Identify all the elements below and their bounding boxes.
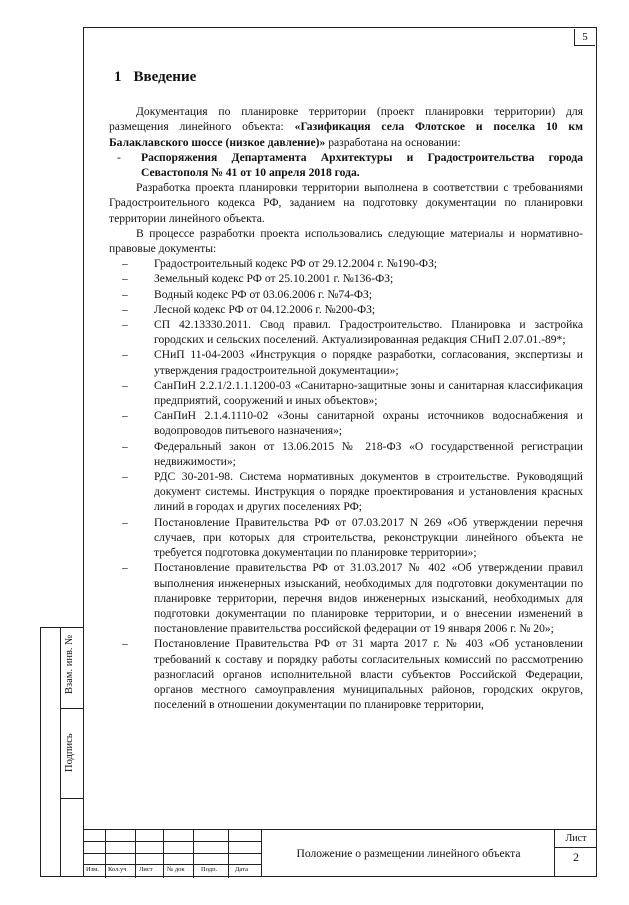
list-item <box>109 636 583 712</box>
object-name: «Газификация села Флотское и поселка 10 км Балаклавского шоссе (низкое давление)» <box>109 120 583 149</box>
section-number: 1 <box>114 69 122 85</box>
section-title: Введение <box>133 69 197 85</box>
list-item <box>109 271 583 286</box>
dash-marker: – <box>122 515 128 529</box>
list-item <box>109 317 583 347</box>
list-item-text: СанПиН 2.2.1/2.1.1.1200-03 «Санитарно-защитные зоны и санитарная классификация предприятий, сооружений и иных объектов»; <box>154 378 583 408</box>
list-item-text: СНиП 11-04-2003 «Инструкция о порядке разработки, согласования, экспертизы и утверждения градостроительной документации»; <box>154 348 583 377</box>
intro-paragraph <box>109 104 583 150</box>
list-item <box>109 347 583 377</box>
dash-marker: – <box>122 287 128 301</box>
tb-label-izm: Изм. <box>86 866 99 873</box>
document-body <box>109 62 583 712</box>
intro-text: Документация по планировке территории (проект планировки территории) для размещения линейного объекта: <box>109 105 583 134</box>
dash-marker: – <box>122 257 128 271</box>
dash-marker: – <box>122 409 128 423</box>
page-number: 5 <box>574 29 595 46</box>
document-title: Положение о размещении линейного объекта <box>261 830 555 876</box>
dash-marker: – <box>122 561 128 575</box>
podpis-label: Подпись <box>64 733 75 772</box>
tb-label-kolich: Кол.уч <box>108 866 127 873</box>
list-item <box>109 302 583 317</box>
tb-label-podp: Подп. <box>201 866 218 873</box>
sheet-cell <box>554 830 597 876</box>
list-item-text: Градостроительный кодекс РФ от 29.12.2004 г. №190-ФЗ; <box>154 257 438 271</box>
list-item <box>109 378 583 408</box>
intro-text-end: разработана на основании: <box>325 135 461 149</box>
list-item <box>109 439 583 469</box>
list-item-text: Земельный кодекс РФ от 25.10.2001 г. №136-ФЗ; <box>154 272 394 286</box>
list-item-text: Федеральный закон от 13.06.2015 № 218-ФЗ «О государственной регистрации недвижимости»; <box>154 439 583 468</box>
tb-label-list: Лист <box>139 866 153 873</box>
dash-marker: – <box>122 470 128 484</box>
list-item-text: СП 42.13330.2011. Свод правил. Градостроительство. Планировка и застройка городских и сельских поселений. Актуализированная редакция СНиП 2.07.01.-89*; <box>154 318 583 347</box>
dash-marker: – <box>122 302 128 316</box>
references-list <box>109 256 583 712</box>
paragraph-3: В процессе разработки проекта использовались следующие материалы и нормативно-правовые документы: <box>109 226 583 256</box>
vzam-inv-label: Взам. инв. № <box>64 634 75 694</box>
dash-marker: – <box>122 348 128 362</box>
dash-marker: – <box>122 272 128 286</box>
list-item-text: Постановление Правительства РФ от 31 марта 2017 г. № 403 «Об установлении требований к составу и порядку работы согласительных комиссий по рассмотрению разногласий органов исполнительной власти субъектов Российской Федерации, органов местного самоуправления муниципальных районов, городских округов, поселений в отношении документации по планировке территории, <box>154 637 583 712</box>
dash-marker: – <box>122 637 128 651</box>
title-block <box>83 829 597 877</box>
list-item <box>109 287 583 302</box>
dash-marker: – <box>122 378 128 392</box>
list-item <box>109 560 583 636</box>
list-item-text: Постановление Правительства РФ от 07.03.2017 N 269 «Об утверждении перечня случаев, при которых для строительства, реконструкции линейного объекта не требуется подготовка документации по планировке территории»; <box>154 515 583 560</box>
tb-label-data: Дата <box>235 866 248 873</box>
basis-marker: - <box>117 150 121 164</box>
side-stamp-outer <box>40 627 60 877</box>
paragraph-2: Разработка проекта планировки территории выполнена в соответствии с требованиями Градостроительного кодекса РФ, заданием на подготовку документации по планировки территории линейного объекта. <box>109 181 583 225</box>
list-item-text: Водный кодекс РФ от 03.06.2006 г. №74-ФЗ; <box>154 287 373 301</box>
sheet-label: Лист <box>555 831 597 848</box>
section-heading <box>114 70 583 85</box>
list-item-text: Постановление правительства РФ от 31.03.2017 № 402 «Об утверждении правил выполнения инженерных изысканий, необходимых для подготовки документации по планировке территории, перечня видов инженерных изысканий, необходимых для подготовки документации по планировке территории, и о внесении изменений в постановление правительства российской федерации от 19 января 2006 г. № 20»; <box>154 561 583 636</box>
list-item-text: СанПиН 2.1.4.1110-02 «Зоны санитарной охраны источников водоснабжения и водопроводов питьевого назначения»; <box>154 409 583 438</box>
tb-label-ndok: № док <box>167 866 185 873</box>
list-item <box>109 408 583 438</box>
list-item <box>109 469 583 515</box>
basis-item <box>109 150 583 180</box>
dash-marker: – <box>122 318 128 332</box>
sheet-number: 2 <box>573 850 579 864</box>
list-item-text: РДС 30-201-98. Система нормативных документов в строительстве. Руководящий документ системы. Инструкция о порядке проектирования и установления красных линий в городах и других поселениях РФ; <box>154 470 583 514</box>
dash-marker: – <box>122 439 128 453</box>
list-item-text: Лесной кодекс РФ от 04.12.2006 г. №200-ФЗ; <box>154 302 376 316</box>
list-item <box>109 515 583 561</box>
basis-text: Распоряжения Департамента Архитектуры и Градостроительства города Севастополя № 41 от 10 апреля 2018 года. <box>141 150 583 180</box>
title-block-grid <box>83 830 261 878</box>
list-item <box>109 256 583 271</box>
